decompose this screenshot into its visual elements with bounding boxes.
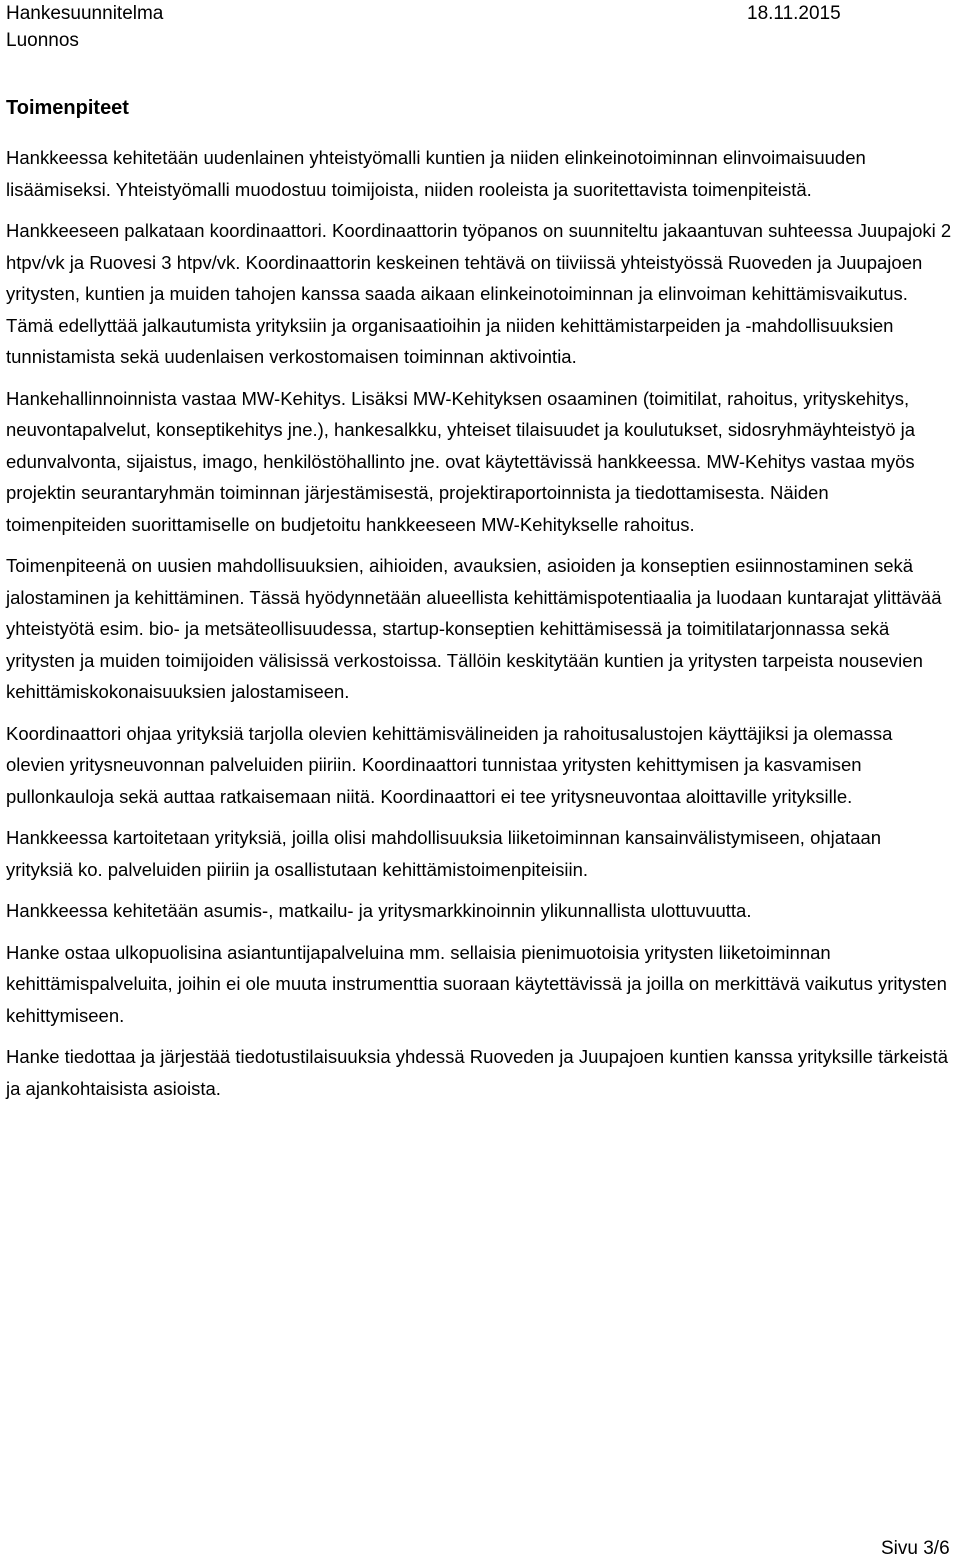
paragraph-expert-services: Hanke ostaa ulkopuolisina asiantuntijapalveluina mm. sellaisia pienimuotoisia yritysten liiketoiminnan kehittämispalveluita, joihin ei ole muuta instrumenttia suoraan käytettävissä ja joilla on merkittävä vaikutus yritysten kehittymiseen. (6, 941, 947, 1026)
document-date: 18.11.2015 (747, 3, 841, 24)
paragraph-coordinator-guidance: Koordinaattori ohjaa yrityksiä tarjolla olevien kehittämisvälineiden ja rahoitusalustojen käyttäjiksi ja olemassa olevien yritysneuvonnan palveluiden piiriin. Koordinaattori tunnistaa yritysten kehittymisen ja kasvamisen pullonkauloja sekä auttaa ratkaisemaan niitä. Koordinaattori ei tee yritysneuvontaa aloittaville yrityksille. (6, 722, 893, 807)
paragraph-new-opportunities: Toimenpiteenä on uusien mahdollisuuksien, aihioiden, avauksien, asioiden ja konseptien esiinnostaminen sekä jalostaminen ja kehittäminen. Tässä hyödynnetään alueellista kehittämispotentiaalia ja luodaan kuntarajat ylittävää yhteistyötä esim. bio- ja metsäteollisuudessa, startup-konseptien kehittämisessä ja toimitilatarjonnassa sekä yritysten ja muiden toimijoiden välisissä verkostoissa. Tällöin keskitytään kuntien ja yritysten tarpeista nousevien kehittämiskokonaisuuksien jalostamiseen. (6, 555, 942, 702)
page-header (6, 0, 954, 54)
page-number: Sivu 3/6 (881, 1538, 950, 1559)
paragraph-marketing: Hankkeessa kehitetään asumis-, matkailu- ja yritysmarkkinoinnin ylikunnallista ulottuvuutta. (6, 900, 752, 921)
paragraph-coordinator: Hankkeeseen palkataan koordinaattori. Koordinaattorin työpanos on suunniteltu jakaantuvan suhteessa Juupajoki 2 htpv/vk ja Ruovesi 3 htpv/vk. Koordinaattorin keskeinen tehtävä on tiiviissä yhteistyössä Ruoveden ja Juupajoen yritysten, kuntien ja muiden tahojen kanssa saada aikaan elinkeinotoiminnan ja elinvoiman kehittämisvaikutus. Tämä edellyttää jalkautumista yrityksiin ja organisaatioihin ja niiden kehittämistarpeiden ja -mahdollisuuksien tunnistamista sekä uudenlaisen verkostomaisen toiminnan aktivointia. (6, 220, 952, 367)
paragraph-internationalization: Hankkeessa kartoitetaan yrityksiä, joilla olisi mahdollisuuksia liiketoiminnan kansainvälistymiseen, ohjataan yrityksiä ko. palveluiden piiriin ja osallistutaan kehittämistoimenpiteisiin. (6, 827, 882, 880)
paragraph-information-events: Hanke tiedottaa ja järjestää tiedotustilaisuuksia yhdessä Ruoveden ja Juupajoen kuntien kanssa yrityksille tärkeistä ja ajankohtaisista asioista. (6, 1046, 948, 1099)
document-title: Hankesuunnitelma (6, 3, 164, 24)
section-heading: Toimenpiteet (6, 97, 129, 119)
paragraph-collaboration-model: Hankkeessa kehitetään uudenlainen yhteistyömalli kuntien ja niiden elinkeinotoiminnan elinvoimaisuuden lisäämiseksi. Yhteistyömalli muodostuu toimijoista, niiden rooleista ja suoritettavista toimenpiteistä. (6, 147, 866, 200)
paragraph-project-administration: Hankehallinnoinnista vastaa MW-Kehitys. Lisäksi MW-Kehityksen osaaminen (toimitilat, rahoitus, yrityskehitys, neuvontapalvelut, konseptikehitys jne.), hankesalkku, yhteiset tilaisuudet ja koulutukset, sidosryhmäyhteistyö ja edunvalvonta, sijaistus, imago, henkilöstöhallinto jne. ovat käytettävissä hankkeessa. MW-Kehitys vastaa myös projektin seurantaryhmän toiminnan järjestämisestä, projektiraportoinnista ja tiedottamisesta. Näiden toimenpiteiden suorittamiselle on budjetoitu hankkeeseen MW-Kehitykselle rahoitus. (6, 387, 916, 535)
section-body (6, 142, 952, 1104)
document-status: Luonnos (6, 30, 79, 51)
